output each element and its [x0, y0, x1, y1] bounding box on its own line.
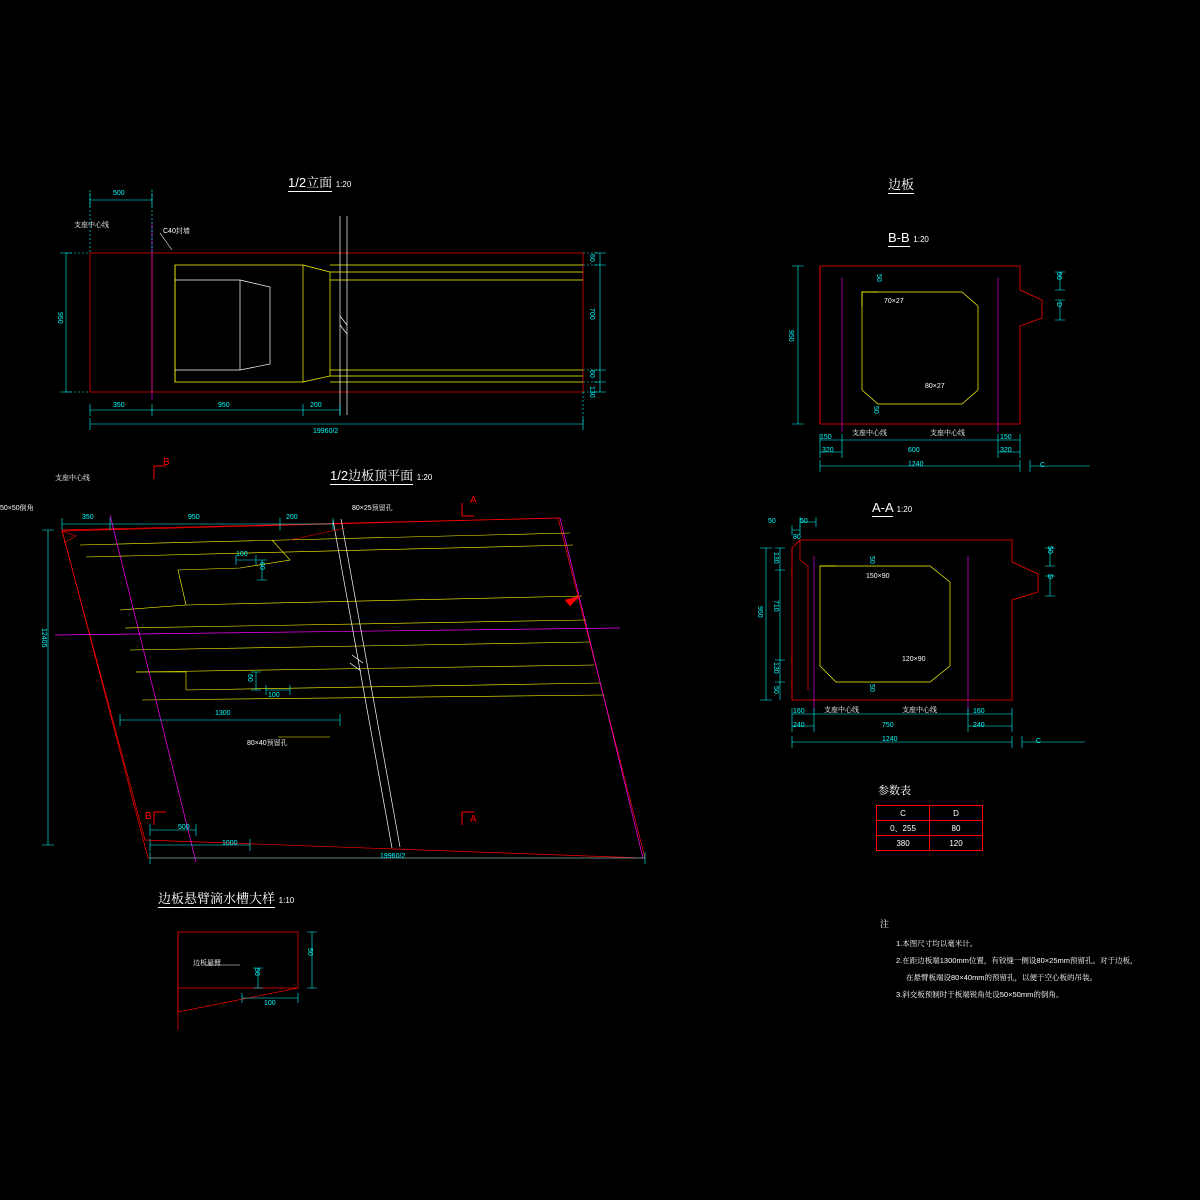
elevation-support-center-label: 支座中心线: [74, 222, 109, 229]
elevation-dim-total: 19960/2: [313, 428, 339, 435]
aa-dim-50l: 50: [772, 686, 779, 694]
elevation-dim-350: 350: [113, 402, 125, 409]
bb-dim-950: 950: [787, 330, 794, 342]
aa-dim-130: 130: [772, 552, 779, 564]
aa-dim-50-right: 50: [1046, 546, 1053, 554]
note-item-2: 2.在距边板端1300mm位置，有铰缝一侧设80×25mm预留孔。对于边板，: [896, 956, 1138, 965]
elevation-view: [60, 190, 606, 430]
elevation-dim-700: 700: [588, 308, 595, 320]
top-plan-support-center-label: 支座中心线: [55, 475, 90, 482]
bb-support-center-right: 支座中心线: [930, 430, 965, 437]
aa-dim-1240: 1240: [882, 736, 898, 743]
bb-dim-50-bot: 50: [872, 406, 879, 414]
aa-dim-950: 950: [756, 606, 763, 618]
bb-dim-150-left: 150: [820, 434, 832, 441]
bb-dim-600: 600: [908, 447, 920, 454]
section-mark-b-top: B: [163, 457, 170, 468]
side-slab-title: 边板: [888, 177, 915, 192]
top-plan-hole-80x40-label: 80×40预留孔: [247, 740, 288, 747]
section-bb-title: B-B 1:20: [888, 230, 929, 245]
aa-dim-50-inner2: 50: [868, 684, 875, 692]
elevation-dim-top-500: 500: [113, 190, 125, 197]
bb-dim-50-top: 50: [875, 274, 882, 282]
aa-dim-80: 80: [793, 534, 801, 541]
aa-dim-160-left: 160: [793, 708, 805, 715]
aa-support-center-right: 支座中心线: [902, 707, 937, 714]
top-plan-hole-80x25-label: 80×25预留孔: [352, 505, 393, 512]
bb-void-80x27-label: 80×27: [925, 383, 945, 390]
table-cell-d1: 80: [930, 821, 983, 836]
aa-support-center-left: 支座中心线: [824, 707, 859, 714]
table-cell-c1: 0、255: [877, 821, 930, 836]
aa-dim-710: 710: [772, 600, 779, 612]
top-plan-dim-100-mid: 100: [268, 692, 280, 699]
elevation-c40-wall-label: C40封墙: [163, 228, 190, 235]
param-table: [876, 805, 983, 851]
param-table-title: 参数表: [878, 785, 911, 797]
section-mark-a-top: A: [470, 495, 477, 506]
notes-heading: 注: [880, 919, 890, 929]
table-cell-d2: 120: [930, 836, 983, 851]
bb-dim-320-left: 320: [822, 447, 834, 454]
bb-dim-320-right: 320: [1000, 447, 1012, 454]
table-header-d: D: [930, 806, 983, 821]
elevation-dim-200: 200: [310, 402, 322, 409]
bb-dim-1240: 1240: [908, 461, 924, 468]
drip-cantilever-label: 边板悬臂: [193, 960, 221, 967]
aa-dim-750: 750: [882, 722, 894, 729]
elevation-dim-60-top: 60: [588, 254, 595, 262]
top-plan-dim-60-top: 60: [258, 562, 265, 570]
drip-groove-detail: [178, 932, 317, 1030]
section-aa-title: A-A 1:20: [872, 500, 913, 515]
elevation-dim-left-950: 950: [56, 312, 63, 324]
note-item-4: 3.斜交板预制时于板端锐角处设50×50mm的倒角。: [896, 990, 1064, 999]
top-plan-dim-60-mid: 60: [246, 674, 253, 682]
top-plan-view: [42, 466, 645, 864]
top-plan-dim-950: 950: [188, 514, 200, 521]
table-header-c: C: [877, 806, 930, 821]
section-mark-b-bottom: B: [145, 811, 152, 822]
drip-dim-100: 100: [264, 1000, 276, 1007]
elevation-title: 1/2立面 1:20: [288, 175, 352, 190]
aa-dim-130b: 130: [772, 662, 779, 674]
aa-dim-50-t2: 50: [800, 518, 808, 525]
aa-dim-240-left: 240: [793, 722, 805, 729]
table-row: [877, 821, 983, 836]
top-plan-dim-100-top: 100: [236, 551, 248, 558]
bb-dim-c: C: [1040, 462, 1046, 469]
drip-dim-50: 50: [253, 968, 260, 976]
bb-dim-d: D: [1055, 302, 1062, 308]
top-plan-title: 1/2边板顶平面 1:20: [330, 468, 433, 483]
elevation-dim-130: 130: [588, 386, 595, 398]
bb-support-center-left: 支座中心线: [852, 430, 887, 437]
top-plan-dim-total: 19960/2: [380, 853, 406, 860]
top-plan-dim-500: 500: [178, 824, 190, 831]
table-header-row: [877, 806, 983, 821]
aa-dim-50-t: 50: [768, 518, 776, 525]
aa-dim-d: D: [1046, 574, 1053, 580]
top-plan-chamfer-label: 50×50倒角: [0, 505, 34, 512]
drip-groove-title: 边板悬臂滴水槽大样 1:10: [158, 891, 295, 906]
top-plan-dim-200: 200: [286, 514, 298, 521]
section-bb-view: [792, 266, 1090, 472]
table-cell-c2: 380: [877, 836, 930, 851]
top-plan-dim-350: 350: [82, 514, 94, 521]
aa-void-150x90-label: 150×90: [866, 573, 890, 580]
elevation-dim-60-bot: 60: [588, 370, 595, 378]
table-row: [877, 836, 983, 851]
bb-dim-150-right: 150: [1000, 434, 1012, 441]
aa-dim-50-inner: 50: [868, 556, 875, 564]
top-plan-dim-left-vertical: 12405: [40, 628, 47, 648]
note-item-1: 1.本图尺寸均以毫米计。: [896, 939, 978, 948]
top-plan-dim-1300: 1300: [215, 710, 231, 717]
section-mark-a-bottom: A: [470, 814, 477, 825]
bb-void-70x27-label: 70×27: [884, 298, 904, 305]
aa-void-120x90-label: 120×90: [902, 656, 926, 663]
top-plan-dim-1000: 1000: [222, 840, 238, 847]
note-item-3: 在悬臂板端设80×40mm的预留孔，以便于空心板的吊装。: [906, 973, 1098, 982]
drip-dim-50-right: 50: [306, 948, 313, 956]
aa-dim-c: C: [1036, 738, 1042, 745]
aa-dim-160-right: 160: [973, 708, 985, 715]
bb-dim-50-right: 50: [1055, 272, 1062, 280]
elevation-dim-950: 950: [218, 402, 230, 409]
aa-dim-240-right: 240: [973, 722, 985, 729]
